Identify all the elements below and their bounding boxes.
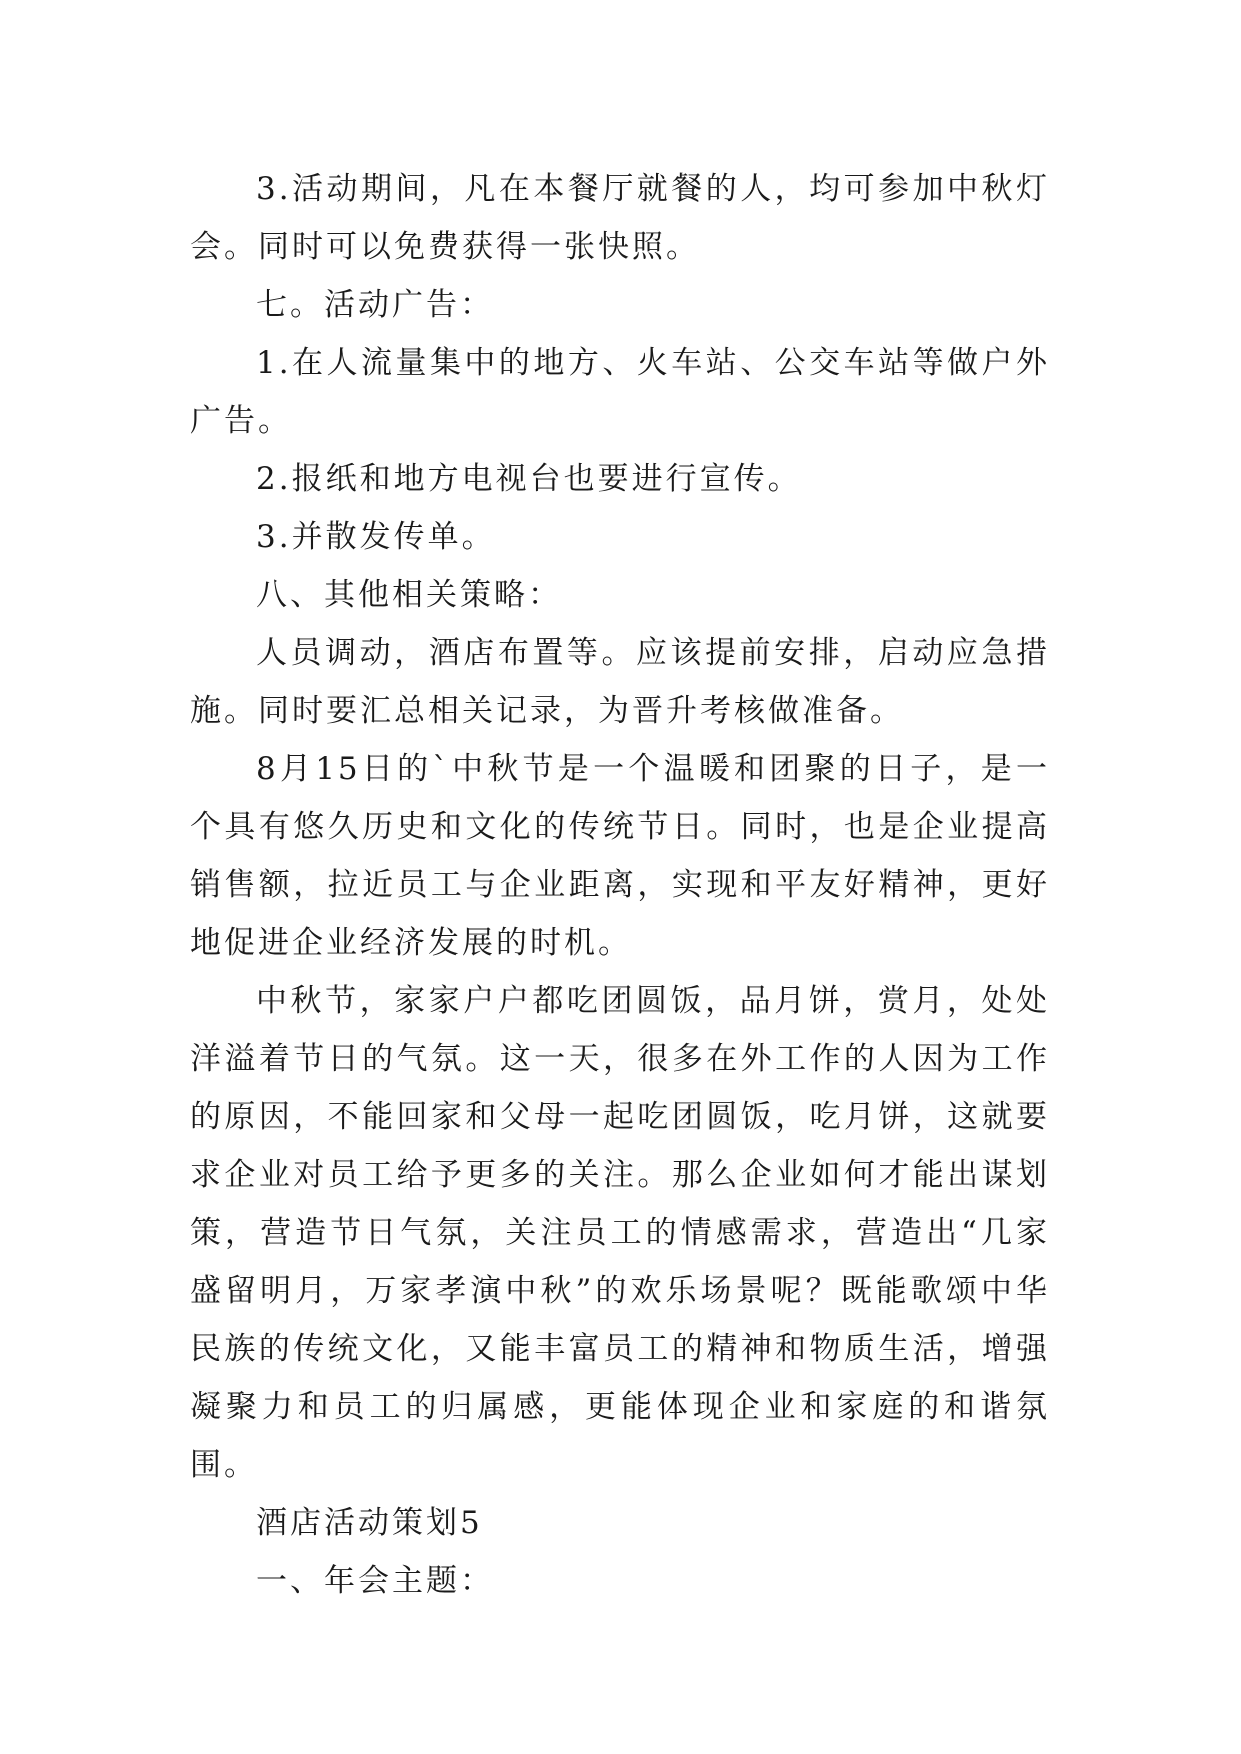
paragraph-mid-autumn-intro: 8月15日的`中秋节是一个温暖和团聚的日子，是一个具有悠久历史和文化的传统节日。同时，也是企业提高销售额，拉近员工与企业距离，实现和平友好精神，更好地促进企业经济发展的时机。 [190, 751, 1050, 961]
paragraph-mid-autumn-body: 中秋节，家家户户都吃团圆饭，品月饼，赏月，处处洋溢着节日的气氛。这一天，很多在外工作的人因为工作的原因，不能回家和父母一起吃团圆饭，吃月饼，这就要求企业对员工给予更多的关注。那么企业如何才能出谋划策，营造节日气氛，关注员工的情感需求，营造出“几家盛留明月，万家孝演中秋”的欢乐场景呢？既能歌颂中华民族的传统文化，又能丰富员工的精神和物质生活，增强凝聚力和员工的归属感，更能体现企业和家庭的和谐氛围。 [190, 983, 1050, 1483]
paragraph-ad-item-3: 3.并散发传单。 [256, 519, 496, 555]
document-body [190, 160, 1050, 1610]
section-title-plan-5: 酒店活动策划5 [256, 1505, 483, 1541]
section-heading-advertising: 七。活动广告： [256, 287, 494, 323]
paragraph-activity-item-3: 3.活动期间，凡在本餐厅就餐的人，均可参加中秋灯会。同时可以免费获得一张快照。 [190, 171, 1050, 265]
section-heading-other-strategies: 八、其他相关策略： [256, 577, 562, 613]
paragraph-ad-item-1: 1.在人流量集中的地方、火车站、公交车站等做户外广告。 [190, 345, 1050, 439]
paragraph-ad-item-2: 2.报纸和地方电视台也要进行宣传。 [256, 461, 802, 497]
section-heading-annual-theme: 一、年会主题： [256, 1563, 494, 1599]
paragraph-other-strategies: 人员调动，酒店布置等。应该提前安排，启动应急措施。同时要汇总相关记录，为晋升考核做准备。 [190, 635, 1050, 729]
